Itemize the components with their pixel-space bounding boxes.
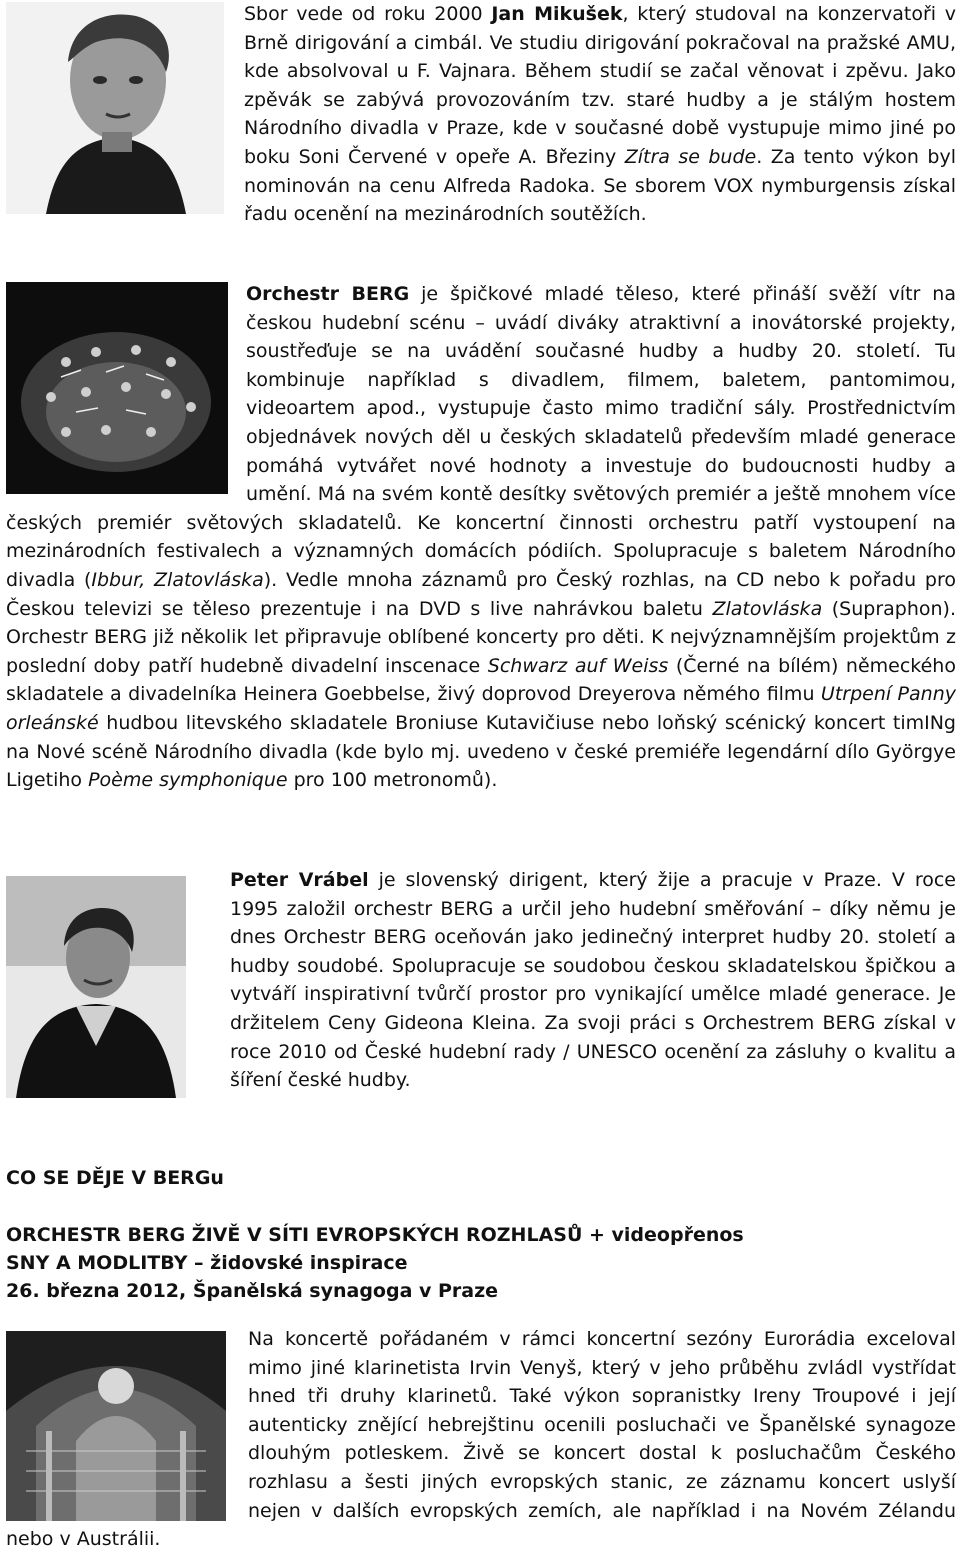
title-zitra-se-bude: Zítra se bude xyxy=(624,145,757,168)
name-peter-vrabel: Peter Vrábel xyxy=(230,869,369,891)
section-heading: CO SE DĚJE V BERGu xyxy=(6,1167,224,1189)
title-utrpeni-panny: Utrpení Panny orleánské xyxy=(6,683,956,734)
event-title: ORCHESTR BERG ŽIVĚ V SÍTI EVROPSKÝCH ROZHLASŮ + videopřenos xyxy=(6,1223,744,1246)
event-date-venue: 26. března 2012, Španělská synagoga v Praze xyxy=(6,1279,499,1302)
name-jan-mikusek: Jan Mikušek xyxy=(491,3,623,25)
title-zlatovlaska: Zlatovláska xyxy=(712,597,823,620)
portrait-photo-jan-mikusek xyxy=(6,2,224,214)
section-orchestr-berg xyxy=(6,280,956,795)
paragraph-mikusek: Sbor vede od roku 2000 Jan Mikušek, který studoval na konzervatoři v Brně dirigování a cimbál. Ve studiu dirigování pokračoval na pražské AMU, kde absolvoval u F. Vajnara. Během studií se začal věnovat i zpěvu. Jako zpěvák se zabývá provozováním tzv. staré hudby a je stálým hostem Národního divadla v Praze, kde v současné době vystupuje mimo jiné po boku Soni Červené v opeře A. Březiny Zítra se bude. Za tento výkon byl nominován na cenu Alfreda Radoka. Se sborem VOX nymburgensis získal řadu ocenění na mezinárodních soutěžích. xyxy=(244,3,956,226)
title-schwarz-auf-weiss: Schwarz auf Weiss xyxy=(487,654,669,677)
event-subtitle: SNY A MODLITBY – židovské inspirace xyxy=(6,1251,408,1274)
news-headings xyxy=(6,1164,956,1305)
name-orchestr-berg: Orchestr BERG xyxy=(246,283,410,305)
section-concert-report xyxy=(6,1325,956,1551)
section-peter-vrabel xyxy=(6,866,956,1102)
title-poeme-symphonique: Poème symphonique xyxy=(88,769,288,792)
portrait-photo-peter-vrabel xyxy=(6,876,186,1098)
orchestra-photo xyxy=(6,282,228,494)
title-ibbur-zlatovlaska: Ibbur, Zlatovláska xyxy=(91,568,264,591)
paragraph-concert-report: Na koncertě pořádaném v rámci koncertní sezóny Eurorádia exceloval mimo jiné klarinetista Irvin Venyš, který v jeho průběhu zvládl vystřídat hned tři druhy klarinetů. Také výkon sopranistky Ireny Troupové i její autenticky znějící hebrejštinu ocenili posluchači ve Španělské synagoze dlouhým potleskem. Živě se koncert dostal k posluchačům Českého rozhlasu a šesti jiných evropských stanic, ze záznamu koncert uslyší nejen v dalších evropských zemích, ale například i na Novém Zélandu nebo v Austrálii. xyxy=(6,1328,956,1551)
section-jan-mikusek xyxy=(6,0,956,229)
paragraph-orchestr-berg: Orchestr BERG je špičkové mladé těleso, které přináší svěží vítr na českou hudební scénu – uvádí diváky atraktivní a inovátorské projekty, soustřeďuje se na uvádění současné hudby a hudby 20. století. Tu kombinuje například s divadlem, filmem, baletem, pantomimou, videoartem apod., vystupuje často mimo tradiční sály. Prostřednictvím objednávek nových děl u českých skladatelů především mladé generace pomáhá vytvářet nové hodnoty a investuje do budoucnosti hudby a umění. Má na svém kontě desítky světových premiér a ještě mnohem více českých premiér světových skladatelů. Ke koncertní činnosti orchestru patří vystoupení na mezinárodních festivalech a významných domácích pódiích. Spolupracuje s baletem Národního divadla (Ibbur, Zlatovláska). Vedle mnoha záznamů pro Český rozhlas, na CD nebo k pořadu pro Českou televizi se těleso prezentuje i na DVD s live nahrávkou baletu Zlatovláska (Supraphon). Orchestr BERG již několik let připravuje oblíbené koncerty pro děti. K nejvýznamnějším projektům z poslední doby patří hudebně divadelní inscenace Schwarz auf Weiss (Černé na bílém) německého skladatele a divadelníka Heinera Goebbelse, živý doprovod Dreyerova němého filmu Utrpení Panny orleánské hudbou litevského skladatele Broniuse Kutavičiuse nebo loňský scénický koncert timINg na Nové scéně Národního divadla (kde bylo mj. uvedeno v české premiéře legendární dílo Györgye Ligetiho Poème symphonique pro 100 metronomů). xyxy=(6,283,957,792)
paragraph-vrabel: Peter Vrábel je slovenský dirigent, který žije a pracuje v Praze. V roce 1995 založil orchestr BERG a určil jeho hudební směřování – díky němu je dnes Orchestr BERG oceňován jako jedinečný interpret hudby 20. století a hudby soudobé. Spolupracuje se soudobou českou skladatelskou špičkou a vytváří inspirativní tvůrčí prostor pro vynikající umělce mladé generace. Je držitelem Ceny Gideona Kleina. Za svoji práci s Orchestrem BERG získal v roce 2010 od České hudební rady / UNESCO ocenění za zásluhy o kvalitu a šíření české hudby. xyxy=(230,869,956,1092)
synagogue-interior-photo xyxy=(6,1331,226,1521)
